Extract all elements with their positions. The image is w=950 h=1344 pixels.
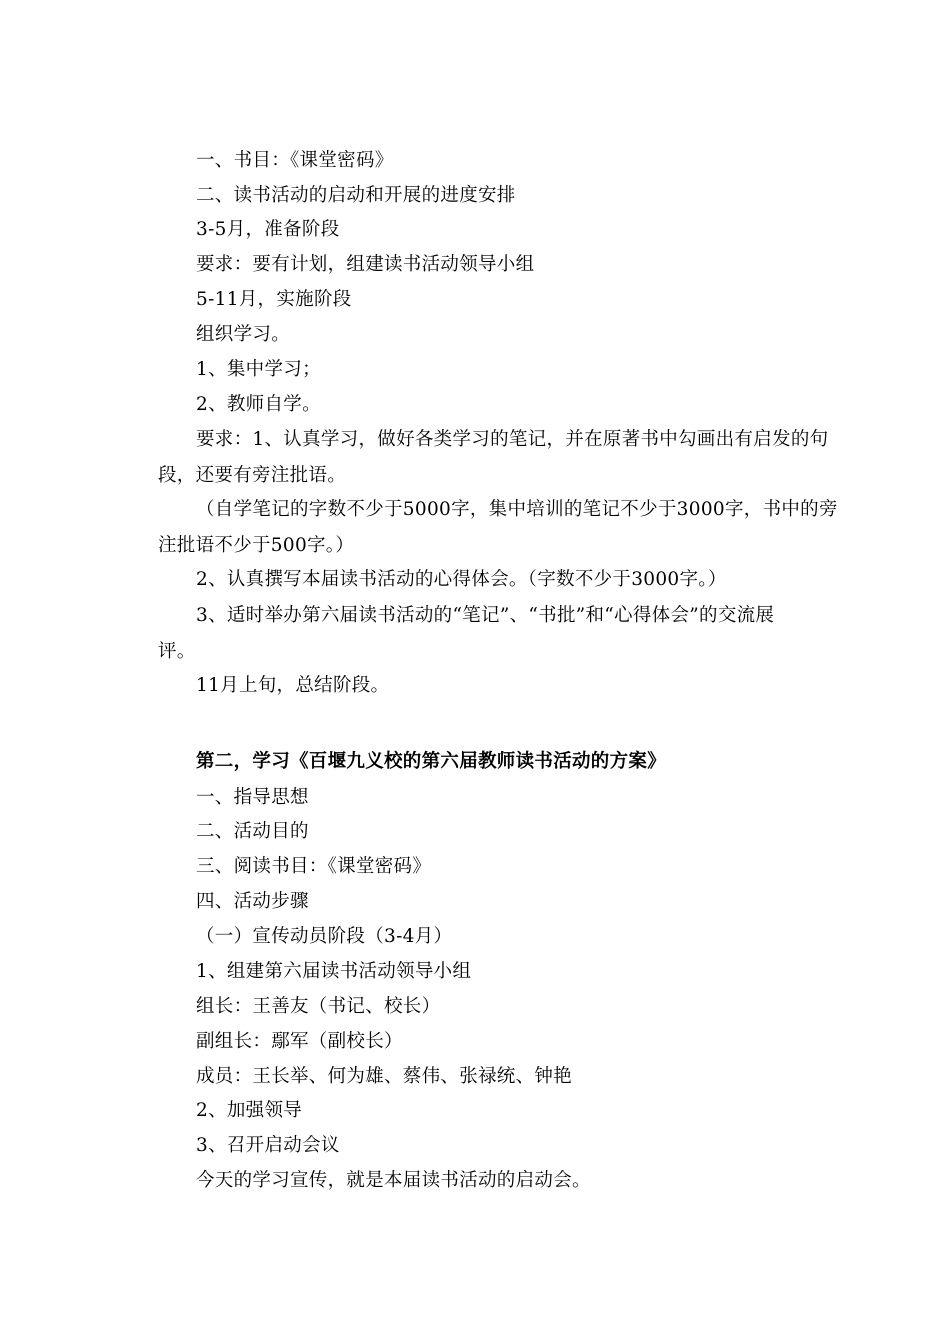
paragraph: 四、活动步骤 [196, 891, 309, 912]
paragraph: 副组长：鄢军（副校长） [196, 1031, 403, 1052]
paragraph: 1、集中学习； [196, 359, 321, 380]
paragraph: 3-5月，准备阶段 [196, 219, 340, 240]
paragraph-continuation: 注批语不少于500字。） [158, 535, 355, 556]
paragraph: 1、组建第六届读书活动领导小组 [196, 961, 472, 982]
section-heading: 第二，学习《百堰九义校的第六届教师读书活动的方案》 [196, 751, 667, 772]
paragraph-continuation: 评。 [158, 641, 196, 662]
paragraph: 11月上旬，总结阶段。 [196, 675, 390, 696]
paragraph: 组长：王善友（书记、校长） [196, 996, 441, 1017]
paragraph: 成员：王长举、何为雄、蔡伟、张禄统、钟艳 [196, 1066, 573, 1087]
paragraph: 二、活动目的 [196, 821, 309, 842]
paragraph: 三、阅读书目：《课堂密码》 [196, 856, 432, 877]
paragraph: 3、召开启动会议 [196, 1135, 340, 1156]
paragraph: 今天的学习宣传，就是本届读书活动的启动会。 [196, 1170, 591, 1191]
paragraph: 一、书目：《课堂密码》 [196, 150, 394, 171]
paragraph: （一）宣传动员阶段（3-4月） [196, 926, 453, 947]
paragraph: 2、加强领导 [196, 1100, 303, 1121]
paragraph: 二、读书活动的启动和开展的进度安排 [196, 185, 516, 206]
paragraph: 组织学习。 [196, 324, 291, 345]
paragraph: 5-11月，实施阶段 [196, 289, 352, 310]
paragraph: 要求：要有计划，组建读书活动领导小组 [196, 254, 535, 275]
paragraph-continuation: 段，还要有旁注批语。 [158, 465, 347, 486]
paragraph: 要求：1、认真学习，做好各类学习的笔记，并在原著书中勾画出有启发的句 [196, 429, 829, 450]
paragraph: 3、适时举办第六届读书活动的“笔记”、“书批”和“心得体会”的交流展 [196, 605, 775, 626]
paragraph: 一、指导思想 [196, 787, 309, 808]
paragraph: 2、认真撰写本届读书活动的心得体会。（字数不少于3000字。） [196, 569, 727, 590]
paragraph: （自学笔记的字数不少于5000字，集中培训的笔记不少于3000字，书中的旁 [196, 499, 838, 520]
paragraph: 2、教师自学。 [196, 394, 321, 415]
